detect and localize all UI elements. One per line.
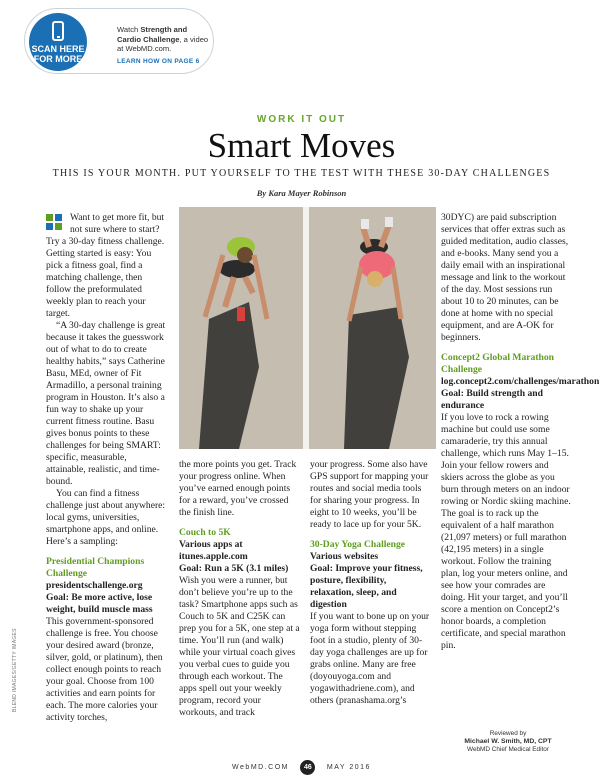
- section-heading-couch-to-5k: Couch to 5K: [179, 527, 231, 538]
- smartphone-icon: [52, 21, 64, 41]
- scan-here-circle[interactable]: [29, 13, 87, 71]
- section-body-presidential: This government-sponsored challenge is free. You choose your desired award (bronze, silver, gold, or platinum), then collect enough points to reach your goal. Choose from 100 activities and earn points for each. The more calories your activity torches,: [46, 616, 163, 723]
- section-goal-presidential: Goal: Be more active, lose weight, build muscle mass: [46, 592, 153, 615]
- drop-cap-squares-icon: [46, 212, 68, 234]
- article-column-3: [310, 459, 432, 707]
- badge-description: [117, 25, 213, 54]
- reviewer-title: WebMD Chief Medical Editor: [467, 746, 549, 753]
- couch-to-5k-continued: your progress. Some also have GPS support for mapping your routes and social media tools for sharing your progress. In eight to 10 weeks, you’ll be ready to lace up for your 5K.: [310, 459, 429, 530]
- presidential-continued: the more points you get. Track your progress online. When you’ve earned enough points for a reward, you’ve crossed the finish line.: [179, 459, 297, 518]
- sampling-paragraph: You can find a fitness challenge just about anywhere: local gyms, universities, smartphone apps, and online. Here’s a sampling:: [46, 488, 166, 547]
- badge-video-title: Strength and Cardio Challenge: [117, 25, 188, 44]
- badge-intro: Watch: [117, 25, 141, 34]
- article-column-4: [441, 212, 600, 652]
- learn-how-link[interactable]: LEARN HOW ON PAGE 6: [117, 58, 200, 65]
- section-site-presidential: presidentschallenge.org: [46, 580, 143, 591]
- article-column-1: [46, 212, 168, 724]
- section-body-yoga: If you want to bone up on your yoga form without stepping foot in a studio, plenty of 30-day yoga challenges are up for grabs online. Many are free (doyouyoga.com and yogawithadriene.com), and others (pranashama.org’s: [310, 611, 430, 706]
- article-photo-runners: [179, 207, 436, 449]
- section-goal-concept2: Goal: Build strength and endurance: [441, 388, 543, 411]
- badge-outro: , a video at WebMD.com.: [117, 34, 209, 53]
- section-kicker: WORK IT OUT: [256, 114, 347, 125]
- footer-site: WebMD.COM: [232, 764, 289, 771]
- byline: By Kara Mayer Robinson: [256, 188, 347, 198]
- yoga-continued: 30DYC) are paid subscription services that offer extras such as guided meditation, audio classes, and e-books. Many send you a daily email with an inspirational message and link to the workout of the day. Most sessions run about 10 to 20 minutes, can be done at home with no special equipment, and are A-OK for beginners.: [441, 212, 569, 343]
- medical-reviewer: [443, 730, 573, 754]
- article-subhead: THIS IS YOUR MONTH. PUT YOURSELF TO THE TEST WITH THESE 30-DAY CHALLENGES: [52, 168, 551, 179]
- intro-paragraph: Want to get more fit, but not sure where to start? Try a 30-day fitness challenge. Getting started is easy: You pick a fitness goal, find a matching challenge, then follow the preformulated weekly plan to reach your target.: [46, 212, 165, 319]
- section-body-concept2: If you love to rock a rowing machine but could use some camaraderie, try this annual challenge, which runs May 1–15. Join your fellow rowers and skiers across the globe as you burn through meters on an indoor rowing or Nordic skiing machine. The goal is to rack up the equivalent of a half marathon (21,097 meters) or full marathon (42,195 meters) in a single workout. Follow the training plan, log your meters online, and see how your comrades are doing. Hit your target, and you’ll score a mention on Concept2’s honor boards, a completion certificate, and special marathon pin.: [441, 412, 571, 651]
- qr-promo-badge[interactable]: [24, 8, 214, 74]
- article-column-2: [179, 459, 301, 719]
- reviewer-name: Michael W. Smith, MD, CPT: [464, 738, 552, 745]
- footer-date: MAY 2016: [326, 764, 371, 771]
- section-heading-presidential: Presidential Champions Challenge: [46, 556, 145, 579]
- for-more-label: FOR MORE: [33, 54, 83, 64]
- section-heading-yoga: 30-Day Yoga Challenge: [310, 539, 406, 550]
- section-site-couch-to-5k: Various apps at itunes.apple.com: [179, 539, 248, 562]
- scan-here-label: SCAN HERE: [31, 44, 85, 54]
- section-heading-concept2: Concept2 Global Marathon Challenge: [441, 352, 554, 375]
- section-goal-couch-to-5k: Goal: Run a 5K (3.1 miles): [179, 563, 289, 574]
- section-goal-yoga: Goal: Improve your fitness, posture, flexibility, relaxation, sleep, and digestion: [310, 563, 423, 610]
- reviewer-label: Reviewed by: [489, 730, 527, 737]
- page-footer: [0, 760, 603, 775]
- section-site-concept2: log.concept2.com/challenges/marathon: [441, 376, 600, 387]
- quote-paragraph: “A 30-day challenge is great because it takes the guesswork out of what to do to create healthy habits,” says Catherine Basu, MEd, owner of Fit Armadillo, a personal training program in Houston. It’s also a fun way to shake up your current fitness routine. Basu gives bonus points to these challenges for being SMART: specific, measurable, attainable, realistic, and time-bound.: [46, 320, 166, 487]
- photo-credit: BLEND IMAGES/GETTY IMAGES: [12, 628, 18, 712]
- article-title: Smart Moves: [207, 126, 396, 165]
- page-number: 46: [300, 760, 315, 775]
- section-site-yoga: Various websites: [310, 551, 379, 562]
- section-body-couch-to-5k: Wish you were a runner, but don’t believe you’re up to the task? Smartphone apps such as Couch to 5K and C25K can prep you for a 5K, one step at a time. You’ll run (and walk) while your virtual coach gives you verbal cues to guide you through each workout. The apps spell out your weekly program, record your workouts, and track: [179, 575, 300, 718]
